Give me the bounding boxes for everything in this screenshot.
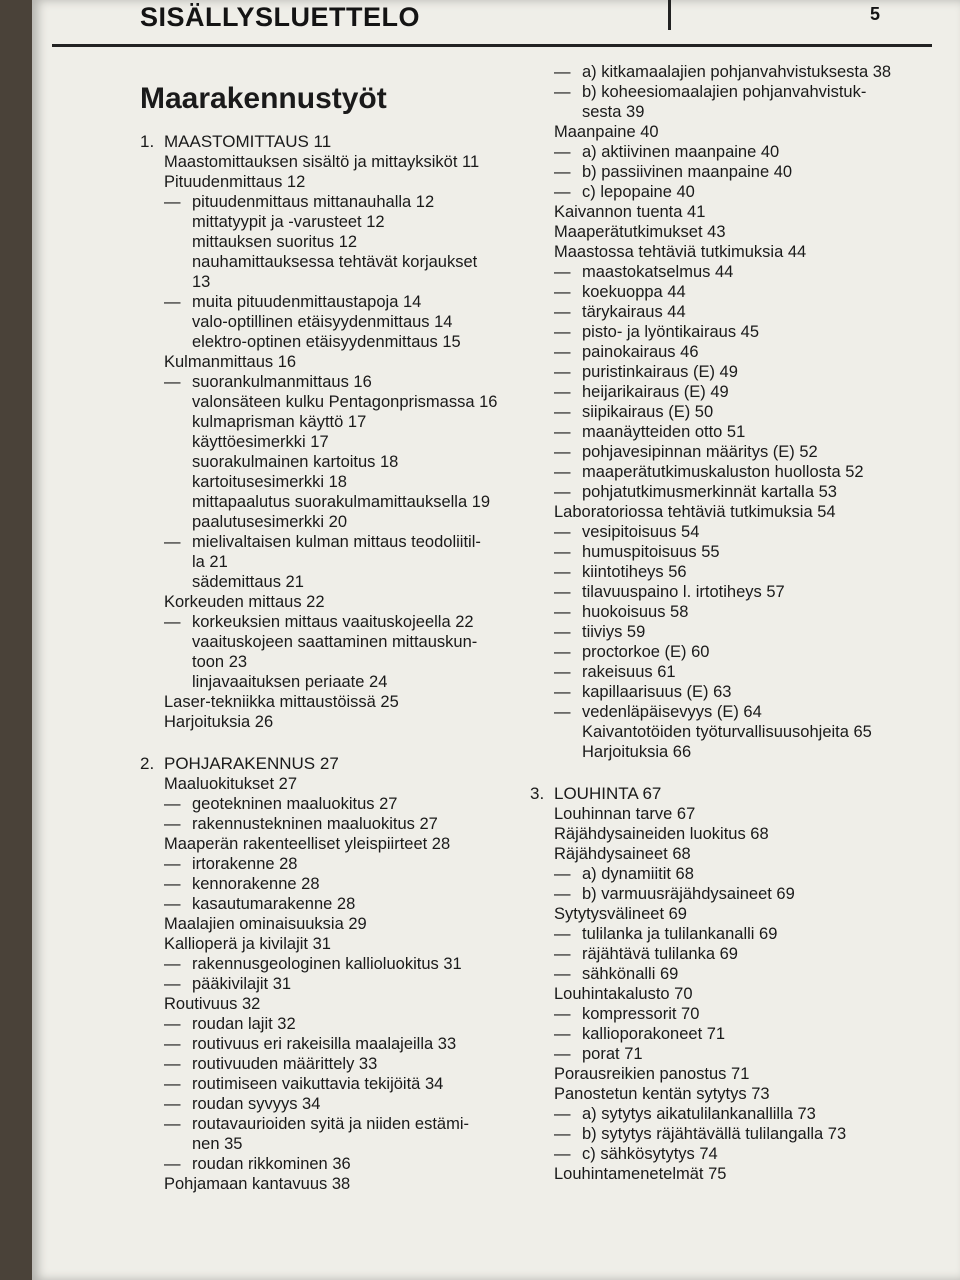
toc-entry-text: sähkönalli 69 bbox=[582, 965, 679, 983]
dash-marker: — bbox=[164, 613, 181, 631]
toc-entry-text: roudan lajit 32 bbox=[192, 1015, 296, 1033]
toc-entry-text: heijarikairaus (E) 49 bbox=[582, 383, 729, 401]
toc-entry bbox=[530, 904, 910, 924]
toc-entry-text: Maastomittauksen sisältö ja mittayksiköt 11 bbox=[164, 153, 480, 171]
toc-entry bbox=[530, 442, 910, 462]
toc-entry bbox=[140, 974, 530, 994]
toc-entry bbox=[530, 864, 910, 884]
toc-entry-text: Maanpaine 40 bbox=[554, 123, 659, 141]
toc-entry bbox=[140, 232, 530, 252]
toc-entry-text: Louhintamenetelmät 75 bbox=[554, 1165, 727, 1183]
toc-entry bbox=[530, 122, 910, 142]
toc-entry-text: LOUHINTA 67 bbox=[554, 784, 662, 803]
toc-entry bbox=[530, 402, 910, 422]
toc-entry bbox=[530, 1004, 910, 1024]
dash-marker: — bbox=[554, 483, 571, 501]
toc-entry-text: routivuus eri rakeisilla maalajeilla 33 bbox=[192, 1035, 457, 1053]
toc-entry bbox=[140, 1074, 530, 1094]
toc-entry bbox=[530, 282, 910, 302]
dash-marker: — bbox=[164, 815, 181, 833]
toc-entry bbox=[140, 954, 530, 974]
toc-entry bbox=[530, 1144, 910, 1164]
toc-entry bbox=[530, 722, 910, 742]
toc-entry-text: b) varmuusräjähdysaineet 69 bbox=[582, 885, 795, 903]
toc-entry-text: suorakulmainen kartoitus 18 bbox=[192, 453, 399, 471]
toc-entry bbox=[530, 82, 910, 102]
dash-marker: — bbox=[554, 885, 571, 903]
toc-entry-text: geotekninen maaluokitus 27 bbox=[192, 795, 398, 813]
toc-entry bbox=[530, 302, 910, 322]
toc-entry bbox=[140, 834, 530, 854]
header-divider bbox=[668, 0, 671, 30]
toc-entry bbox=[530, 804, 910, 824]
toc-entry bbox=[530, 462, 910, 482]
dash-marker: — bbox=[554, 423, 571, 441]
toc-entry bbox=[140, 874, 530, 894]
toc-entry-text: pohjavesipinnan määritys (E) 52 bbox=[582, 443, 818, 461]
dash-marker: — bbox=[554, 563, 571, 581]
toc-entry bbox=[140, 814, 530, 834]
toc-entry-text: Kaivantotöiden työturvallisuusohjeita 65 bbox=[582, 723, 872, 741]
toc-entry bbox=[530, 222, 910, 242]
toc-entry bbox=[530, 1064, 910, 1084]
dash-marker: — bbox=[554, 965, 571, 983]
toc-entry bbox=[530, 884, 910, 904]
dash-marker: — bbox=[554, 343, 571, 361]
toc-entry bbox=[140, 492, 530, 512]
toc-entry-text: Kallioperä ja kivilajit 31 bbox=[164, 935, 331, 953]
toc-entry bbox=[530, 1104, 910, 1124]
toc-entry-text: mielivaltaisen kulman mittaus teodoliitil- bbox=[192, 533, 481, 551]
dash-marker: — bbox=[554, 603, 571, 621]
toc-entry bbox=[530, 1084, 910, 1104]
toc-entry-text: koekuoppa 44 bbox=[582, 283, 686, 301]
toc-entry-text: porat 71 bbox=[582, 1045, 643, 1063]
toc-entry-text: maastokatselmus 44 bbox=[582, 263, 734, 281]
toc-entry bbox=[530, 542, 910, 562]
toc-entry-text: käyttöesimerkki 17 bbox=[192, 433, 329, 451]
toc-entry bbox=[140, 212, 530, 232]
toc-entry bbox=[140, 712, 530, 732]
toc-entry bbox=[140, 512, 530, 532]
dash-marker: — bbox=[164, 533, 181, 551]
dash-marker: — bbox=[554, 323, 571, 341]
header-title: SISÄLLYSLUETTELO bbox=[140, 2, 421, 32]
toc-entry-text: routivuuden määrittely 33 bbox=[192, 1055, 378, 1073]
dash-marker: — bbox=[164, 955, 181, 973]
toc-entry-text: Maastossa tehtäviä tutkimuksia 44 bbox=[554, 243, 807, 261]
toc-entry-text: sädemittaus 21 bbox=[192, 573, 304, 591]
toc-entry-text: Kulmanmittaus 16 bbox=[164, 353, 297, 371]
toc-entry-text: vaaituskojeen saattaminen mittauskun- bbox=[192, 633, 478, 651]
toc-entry bbox=[140, 252, 530, 272]
toc-entry-text: Panostetun kentän sytytys 73 bbox=[554, 1085, 770, 1103]
toc-entry-text: kapillaarisuus (E) 63 bbox=[582, 683, 732, 701]
toc-entry bbox=[530, 642, 910, 662]
toc-entry-text: Maalajien ominaisuuksia 29 bbox=[164, 915, 367, 933]
toc-entry-text: Louhinnan tarve 67 bbox=[554, 805, 696, 823]
toc-entry-text: a) sytytys aikatulilankanallilla 73 bbox=[582, 1105, 816, 1123]
toc-entry bbox=[140, 632, 530, 652]
dash-marker: — bbox=[554, 865, 571, 883]
dash-marker: — bbox=[554, 1005, 571, 1023]
dash-marker: — bbox=[554, 403, 571, 421]
toc-entry bbox=[530, 984, 910, 1004]
toc-entry-text: c) lepopaine 40 bbox=[582, 183, 695, 201]
toc-entry bbox=[140, 472, 530, 492]
toc-entry-text: Laboratoriossa tehtäviä tutkimuksia 54 bbox=[554, 503, 836, 521]
toc-entry-text: roudan rikkominen 36 bbox=[192, 1155, 351, 1173]
toc-entry bbox=[530, 602, 910, 622]
toc-entry-text: kallioporakoneet 71 bbox=[582, 1025, 726, 1043]
toc-entry bbox=[140, 672, 530, 692]
toc-entry bbox=[530, 844, 910, 864]
dash-marker: — bbox=[164, 1035, 181, 1053]
dash-marker: — bbox=[164, 293, 181, 311]
toc-entry-text: 13 bbox=[192, 273, 211, 291]
toc-entry bbox=[140, 272, 530, 292]
toc-entry bbox=[140, 1094, 530, 1114]
toc-entry-text: POHJARAKENNUS 27 bbox=[164, 754, 339, 773]
toc-entry bbox=[530, 202, 910, 222]
toc-entry-text: siipikairaus (E) 50 bbox=[582, 403, 714, 421]
dash-marker: — bbox=[164, 855, 181, 873]
toc-entry-text: toon 23 bbox=[192, 653, 248, 671]
toc-entry-text: c) sähkösytytys 74 bbox=[582, 1145, 718, 1163]
dash-marker: — bbox=[554, 1145, 571, 1163]
toc-entry-text: kompressorit 70 bbox=[582, 1005, 700, 1023]
dash-marker: — bbox=[554, 1125, 571, 1143]
toc-entry bbox=[140, 612, 530, 632]
page-number: 5 bbox=[870, 4, 881, 24]
toc-entry-text: muita pituudenmittaustapoja 14 bbox=[192, 293, 422, 311]
dash-marker: — bbox=[554, 945, 571, 963]
dash-marker: — bbox=[164, 975, 181, 993]
toc-left-column bbox=[140, 132, 530, 1194]
toc-entry-text: sesta 39 bbox=[582, 103, 645, 121]
toc-entry bbox=[140, 794, 530, 814]
toc-entry-text: maaperätutkimuskaluston huollosta 52 bbox=[582, 463, 864, 481]
toc-entry bbox=[140, 452, 530, 472]
header-rule bbox=[52, 44, 932, 47]
toc-entry-text: mittatyypit ja -varusteet 12 bbox=[192, 213, 385, 231]
toc-entry bbox=[530, 102, 910, 122]
toc-entry-text: pituudenmittaus mittanauhalla 12 bbox=[192, 193, 435, 211]
toc-entry bbox=[140, 1014, 530, 1034]
toc-entry-text: painokairaus 46 bbox=[582, 343, 699, 361]
toc-entry bbox=[140, 532, 530, 552]
dash-marker: — bbox=[554, 1025, 571, 1043]
toc-entry bbox=[140, 894, 530, 914]
toc-entry bbox=[530, 502, 910, 522]
toc-entry bbox=[140, 432, 530, 452]
toc-entry-text: Routivuus 32 bbox=[164, 995, 261, 1013]
dash-marker: — bbox=[164, 1015, 181, 1033]
dash-marker: — bbox=[554, 163, 571, 181]
dash-marker: — bbox=[554, 363, 571, 381]
dash-marker: — bbox=[554, 1045, 571, 1063]
toc-entry bbox=[140, 292, 530, 312]
toc-entry-text: kennorakenne 28 bbox=[192, 875, 320, 893]
dash-marker: — bbox=[164, 1095, 181, 1113]
toc-entry-text: routimiseen vaikuttavia tekijöitä 34 bbox=[192, 1075, 444, 1093]
dash-marker: — bbox=[164, 373, 181, 391]
section-gap bbox=[530, 762, 910, 784]
toc-entry bbox=[530, 1164, 910, 1184]
toc-entry bbox=[530, 562, 910, 582]
toc-entry bbox=[140, 352, 530, 372]
toc-entry-text: humuspitoisuus 55 bbox=[582, 543, 720, 561]
toc-entry-text: mittapaalutus suorakulmamittauksella 19 bbox=[192, 493, 491, 511]
toc-entry bbox=[140, 1134, 530, 1154]
toc-entry bbox=[530, 944, 910, 964]
toc-entry bbox=[140, 392, 530, 412]
toc-entry bbox=[530, 422, 910, 442]
toc-entry-text: tilavuuspaino l. irtotiheys 57 bbox=[582, 583, 785, 601]
toc-chapter bbox=[140, 132, 530, 152]
chapter-number: 3. bbox=[530, 784, 545, 803]
toc-entry-text: valo-optillinen etäisyydenmittaus 14 bbox=[192, 313, 453, 331]
toc-entry-text: vesipitoisuus 54 bbox=[582, 523, 700, 541]
dash-marker: — bbox=[554, 683, 571, 701]
toc-entry bbox=[530, 262, 910, 282]
toc-entry bbox=[140, 692, 530, 712]
toc-entry-text: la 21 bbox=[192, 553, 228, 571]
toc-entry-text: pääkivilajit 31 bbox=[192, 975, 292, 993]
toc-entry-text: Louhintakalusto 70 bbox=[554, 985, 693, 1003]
toc-entry bbox=[140, 1114, 530, 1134]
toc-entry-text: linjavaaituksen periaate 24 bbox=[192, 673, 388, 691]
toc-entry-text: a) dynamiitit 68 bbox=[582, 865, 694, 883]
toc-entry bbox=[530, 582, 910, 602]
dash-marker: — bbox=[554, 283, 571, 301]
dash-marker: — bbox=[164, 895, 181, 913]
toc-entry bbox=[530, 682, 910, 702]
dash-marker: — bbox=[554, 303, 571, 321]
toc-entry-text: Räjähdysaineet 68 bbox=[554, 845, 691, 863]
toc-entry bbox=[530, 482, 910, 502]
toc-entry-text: huokoisuus 58 bbox=[582, 603, 689, 621]
dash-marker: — bbox=[554, 623, 571, 641]
toc-entry-text: rakennustekninen maaluokitus 27 bbox=[192, 815, 438, 833]
toc-entry bbox=[530, 322, 910, 342]
toc-entry-text: suorankulmanmittaus 16 bbox=[192, 373, 372, 391]
toc-entry-text: pisto- ja lyöntikairaus 45 bbox=[582, 323, 760, 341]
toc-entry-text: kasautumarakenne 28 bbox=[192, 895, 356, 913]
toc-entry bbox=[530, 742, 910, 762]
toc-entry-text: vedenläpäisevyys (E) 64 bbox=[582, 703, 762, 721]
toc-entry-text: Korkeuden mittaus 22 bbox=[164, 593, 325, 611]
toc-entry bbox=[140, 774, 530, 794]
dash-marker: — bbox=[554, 183, 571, 201]
dash-marker: — bbox=[164, 875, 181, 893]
dash-marker: — bbox=[554, 83, 571, 101]
toc-entry bbox=[140, 1034, 530, 1054]
toc-entry-text: b) sytytys räjähtävällä tulilangalla 73 bbox=[582, 1125, 847, 1143]
dash-marker: — bbox=[554, 925, 571, 943]
toc-entry bbox=[530, 964, 910, 984]
toc-entry-text: Sytytysvälineet 69 bbox=[554, 905, 687, 923]
toc-entry bbox=[530, 622, 910, 642]
toc-entry-text: räjähtävä tulilanka 69 bbox=[582, 945, 738, 963]
toc-entry-text: b) passiivinen maanpaine 40 bbox=[582, 163, 793, 181]
toc-entry bbox=[530, 1124, 910, 1144]
page-header bbox=[32, 0, 960, 48]
toc-entry bbox=[530, 142, 910, 162]
toc-entry-text: Maaluokitukset 27 bbox=[164, 775, 297, 793]
dash-marker: — bbox=[164, 1115, 181, 1133]
toc-entry-text: pohjatutkimusmerkinnät kartalla 53 bbox=[582, 483, 837, 501]
toc-entry bbox=[530, 522, 910, 542]
toc-entry bbox=[530, 162, 910, 182]
toc-entry bbox=[530, 242, 910, 262]
dash-marker: — bbox=[554, 63, 571, 81]
toc-entry bbox=[140, 914, 530, 934]
toc-entry bbox=[140, 1154, 530, 1174]
dash-marker: — bbox=[554, 583, 571, 601]
toc-entry-text: Harjoituksia 26 bbox=[164, 713, 274, 731]
dash-marker: — bbox=[164, 1155, 181, 1173]
toc-entry-text: irtorakenne 28 bbox=[192, 855, 298, 873]
toc-entry-text: MAASTOMITTAUS 11 bbox=[164, 132, 332, 151]
toc-entry-text: tulilanka ja tulilankanalli 69 bbox=[582, 925, 778, 943]
dash-marker: — bbox=[554, 263, 571, 281]
toc-entry-text: Harjoituksia 66 bbox=[582, 743, 692, 761]
toc-right-column bbox=[530, 62, 910, 1184]
toc-entry bbox=[140, 152, 530, 172]
toc-entry bbox=[140, 312, 530, 332]
toc-entry bbox=[140, 192, 530, 212]
toc-entry-text: Maaperän rakenteelliset yleispiirteet 28 bbox=[164, 835, 451, 853]
toc-entry-text: roudan syvyys 34 bbox=[192, 1095, 321, 1113]
toc-entry bbox=[530, 1044, 910, 1064]
toc-entry bbox=[530, 702, 910, 722]
dash-marker: — bbox=[554, 543, 571, 561]
dash-marker: — bbox=[164, 1055, 181, 1073]
toc-entry-text: Pohjamaan kantavuus 38 bbox=[164, 1175, 351, 1193]
toc-entry-text: b) koheesiomaalajien pohjanvahvistuk- bbox=[582, 83, 867, 101]
section-gap bbox=[140, 732, 530, 754]
toc-entry-text: routavaurioiden syitä ja niiden estämi- bbox=[192, 1115, 469, 1133]
dash-marker: — bbox=[164, 795, 181, 813]
dash-marker: — bbox=[554, 463, 571, 481]
toc-entry bbox=[530, 342, 910, 362]
toc-entry bbox=[140, 172, 530, 192]
dash-marker: — bbox=[554, 143, 571, 161]
toc-entry bbox=[530, 362, 910, 382]
dash-marker: — bbox=[164, 1075, 181, 1093]
section-title: Maarakennustyöt bbox=[140, 82, 387, 115]
toc-entry-text: rakeisuus 61 bbox=[582, 663, 676, 681]
toc-entry-text: Räjähdysaineiden luokitus 68 bbox=[554, 825, 769, 843]
dash-marker: — bbox=[554, 523, 571, 541]
toc-entry bbox=[140, 572, 530, 592]
toc-entry bbox=[140, 592, 530, 612]
book-page bbox=[32, 0, 960, 1280]
toc-entry bbox=[530, 824, 910, 844]
toc-entry-text: paalutusesimerkki 20 bbox=[192, 513, 347, 531]
dash-marker: — bbox=[554, 643, 571, 661]
toc-entry bbox=[140, 1054, 530, 1074]
toc-entry bbox=[530, 382, 910, 402]
toc-entry bbox=[140, 332, 530, 352]
toc-entry-text: maanäytteiden otto 51 bbox=[582, 423, 746, 441]
toc-entry bbox=[140, 412, 530, 432]
toc-entry bbox=[140, 994, 530, 1014]
dash-marker: — bbox=[554, 703, 571, 721]
dash-marker: — bbox=[554, 1105, 571, 1123]
toc-entry-text: Maaperätutkimukset 43 bbox=[554, 223, 726, 241]
toc-entry-text: korkeuksien mittaus vaaituskojeella 22 bbox=[192, 613, 474, 631]
dash-marker: — bbox=[554, 443, 571, 461]
dash-marker: — bbox=[554, 383, 571, 401]
toc-entry bbox=[140, 1174, 530, 1194]
toc-entry-text: Kaivannon tuenta 41 bbox=[554, 203, 706, 221]
toc-entry-text: tiiviys 59 bbox=[582, 623, 646, 641]
toc-entry bbox=[140, 652, 530, 672]
toc-entry bbox=[140, 934, 530, 954]
toc-entry bbox=[530, 62, 910, 82]
toc-entry-text: elektro-optinen etäisyydenmittaus 15 bbox=[192, 333, 461, 351]
toc-entry bbox=[140, 552, 530, 572]
toc-entry-text: a) aktiivinen maanpaine 40 bbox=[582, 143, 780, 161]
toc-entry-text: rakennusgeologinen kallioluokitus 31 bbox=[192, 955, 462, 973]
toc-entry-text: a) kitkamaalajien pohjanvahvistuksesta 38 bbox=[582, 63, 892, 81]
toc-entry-text: kartoitusesimerkki 18 bbox=[192, 473, 347, 491]
toc-entry-text: proctorkoe (E) 60 bbox=[582, 643, 710, 661]
toc-entry-text: puristinkairaus (E) 49 bbox=[582, 363, 738, 381]
toc-entry bbox=[140, 372, 530, 392]
toc-entry-text: Porausreikien panostus 71 bbox=[554, 1065, 750, 1083]
toc-entry bbox=[530, 662, 910, 682]
toc-entry bbox=[530, 1024, 910, 1044]
toc-entry-text: nauhamittauksessa tehtävät korjaukset bbox=[192, 253, 478, 271]
toc-entry bbox=[140, 854, 530, 874]
toc-entry-text: Laser-tekniikka mittaustöissä 25 bbox=[164, 693, 399, 711]
toc-entry bbox=[530, 924, 910, 944]
toc-entry-text: kulmaprisman käyttö 17 bbox=[192, 413, 367, 431]
toc-entry-text: Pituudenmittaus 12 bbox=[164, 173, 306, 191]
toc-entry bbox=[530, 182, 910, 202]
toc-chapter bbox=[140, 754, 530, 774]
toc-entry-text: mittauksen suoritus 12 bbox=[192, 233, 358, 251]
toc-chapter bbox=[530, 784, 910, 804]
toc-entry-text: valonsäteen kulku Pentagonprismassa 16 bbox=[192, 393, 498, 411]
toc-entry-text: kiintotiheys 56 bbox=[582, 563, 687, 581]
dash-marker: — bbox=[554, 663, 571, 681]
chapter-number: 2. bbox=[140, 754, 155, 773]
dash-marker: — bbox=[164, 193, 181, 211]
toc-entry-text: tärykairaus 44 bbox=[582, 303, 686, 321]
chapter-number: 1. bbox=[140, 132, 155, 151]
toc-entry-text: nen 35 bbox=[192, 1135, 243, 1153]
